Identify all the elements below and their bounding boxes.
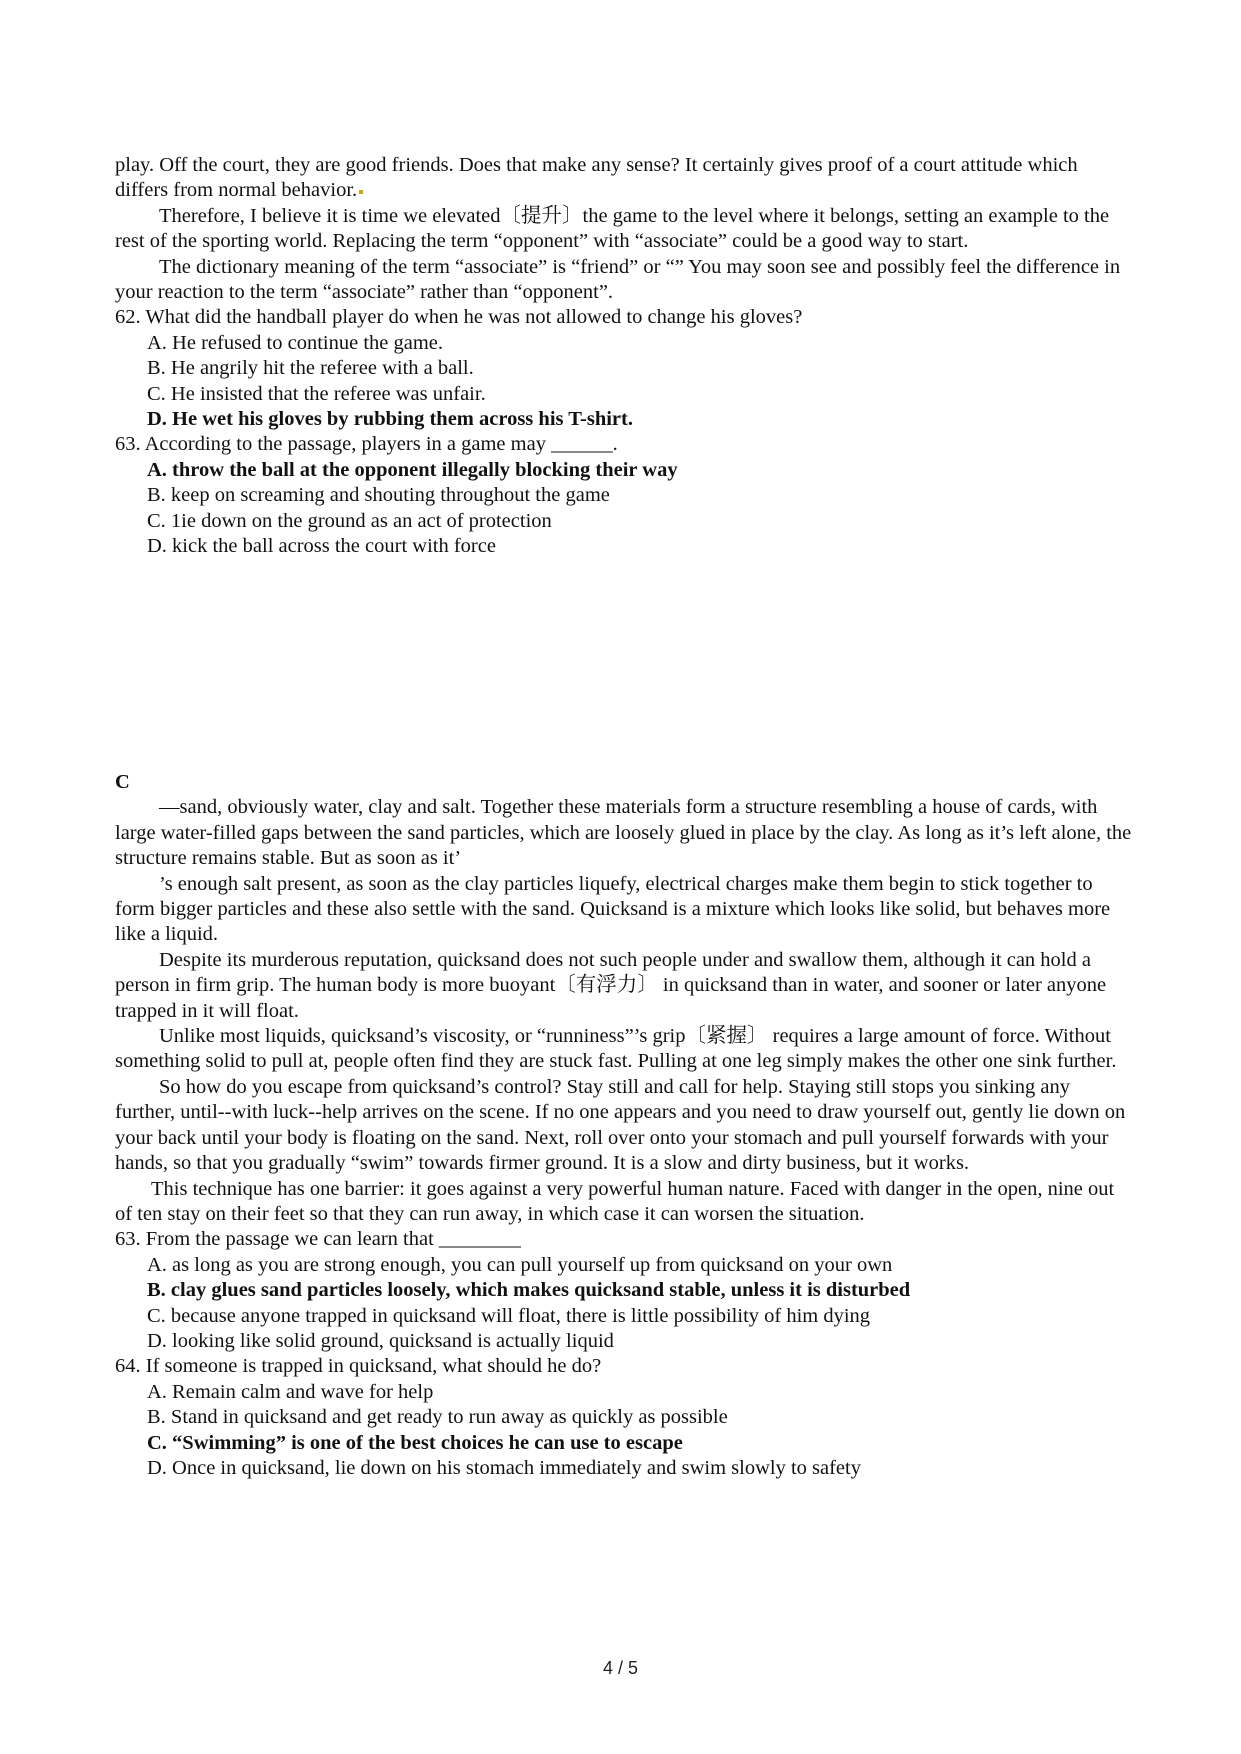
option-63-a-answer: A. throw the ball at the opponent illegally blocking their way — [147, 458, 678, 481]
option-63-c: C. 1ie down on the ground as an act of protection — [147, 509, 552, 532]
option-64-d: D. Once in quicksand, lie down on his stomach immediately and swim slowly to safety — [147, 1456, 861, 1479]
paragraph: ’s enough salt present, as soon as the clay particles liquefy, electrical charges make them begin to stick together to form bigger particles and these also settle with the sand. Quicksand is a mixture which looks like solid, but behaves more like a liquid. — [115, 872, 1111, 946]
marker-dot-icon — [359, 190, 363, 194]
paragraph: Despite its murderous reputation, quicksand does not such people under and swallow them, although it can hold a person in firm grip. The human body is more buoyant〔有浮力〕 in quicksand than in water, and sooner or later anyone trapped in it will float. — [115, 948, 1107, 1022]
paragraph: Unlike most liquids, quicksand’s viscosity, or “runniness”’s grip〔紧握〕 requires a large amount of force. Without something solid to pull at, people often find they are stuck fast. Pulling at one leg simply makes the other one sink further. — [115, 1025, 1117, 1073]
passage-b — [115, 153, 1135, 560]
paragraph: This technique has one barrier: it goes against a very powerful human nature. Faced with danger in the open, nine out of ten stay on their feet so that they can run away, in which case it can worsen the situation. — [115, 1177, 1115, 1225]
option-63-b: B. keep on screaming and shouting throughout the game — [147, 484, 610, 507]
option-64-a: A. Remain calm and wave for help — [147, 1380, 434, 1403]
option-63b-a: A. as long as you are strong enough, you can pull yourself up from quicksand on your own — [147, 1253, 893, 1276]
paragraph: The dictionary meaning of the term “associate” is “friend” or “” You may soon see and possibly feel the difference in your reaction to the term “associate” rather than “opponent”. — [115, 255, 1121, 304]
option-62-a: A. He refused to continue the game. — [147, 331, 444, 354]
option-63b-c: C. because anyone trapped in quicksand will float, there is little possibility of him dying — [147, 1304, 871, 1327]
paragraph: —sand, obviously water, clay and salt. Together these materials form a structure resembling a house of cards, with large water-filled gaps between the sand particles, which are loosely glued in place by the clay. As long as it’s left alone, the structure remains stable. But as soon as it’ — [115, 796, 1132, 870]
option-62-c: C. He insisted that the referee was unfair. — [147, 382, 486, 405]
passage-c — [115, 770, 1135, 1481]
section-heading: C — [115, 771, 130, 793]
option-64-b: B. Stand in quicksand and get ready to run away as quickly as possible — [147, 1406, 728, 1429]
option-63b-b-answer: B. clay glues sand particles loosely, which makes quicksand stable, unless it is disturbed — [147, 1279, 911, 1302]
option-64-c-answer: C. “Swimming” is one of the best choices he can use to escape — [147, 1431, 683, 1454]
option-62-d-answer: D. He wet his gloves by rubbing them across his T-shirt. — [147, 408, 633, 431]
paragraph: Therefore, I believe it is time we elevated〔提升〕the game to the level where it belongs, setting an example to the rest of the sporting world. Replacing the term “opponent” with “associate” could be a good way to start. — [115, 204, 1110, 253]
option-63b-d: D. looking like solid ground, quicksand is actually liquid — [147, 1329, 614, 1352]
question-62-stem: 62. What did the handball player do when he was not allowed to change his gloves? — [115, 306, 803, 329]
option-62-b: B. He angrily hit the referee with a ball. — [147, 357, 474, 380]
question-63-stem: 63. According to the passage, players in a game may ______. — [115, 433, 618, 456]
question-63b-stem: 63. From the passage we can learn that ________ — [115, 1228, 521, 1251]
option-63-d: D. kick the ball across the court with force — [147, 535, 496, 558]
question-64-stem: 64. If someone is trapped in quicksand, what should he do? — [115, 1355, 602, 1378]
page-number: 4 / 5 — [602, 1658, 639, 1678]
paragraph: play. Off the court, they are good friends. Does that make any sense? It certainly gives proof of a court attitude which differs from normal behavior. — [115, 154, 1078, 202]
paragraph: So how do you escape from quicksand’s control? Stay still and call for help. Staying still stops you sinking any further, until--with luck--help arrives on the scene. If no one appears and you need to draw yourself out, gently lie down on your back until your body is floating on the sand. Next, roll over onto your stomach and pull yourself forwards with your hands, so that you gradually “swim” towards firmer ground. It is a slow and dirty business, but it works. — [115, 1075, 1126, 1175]
